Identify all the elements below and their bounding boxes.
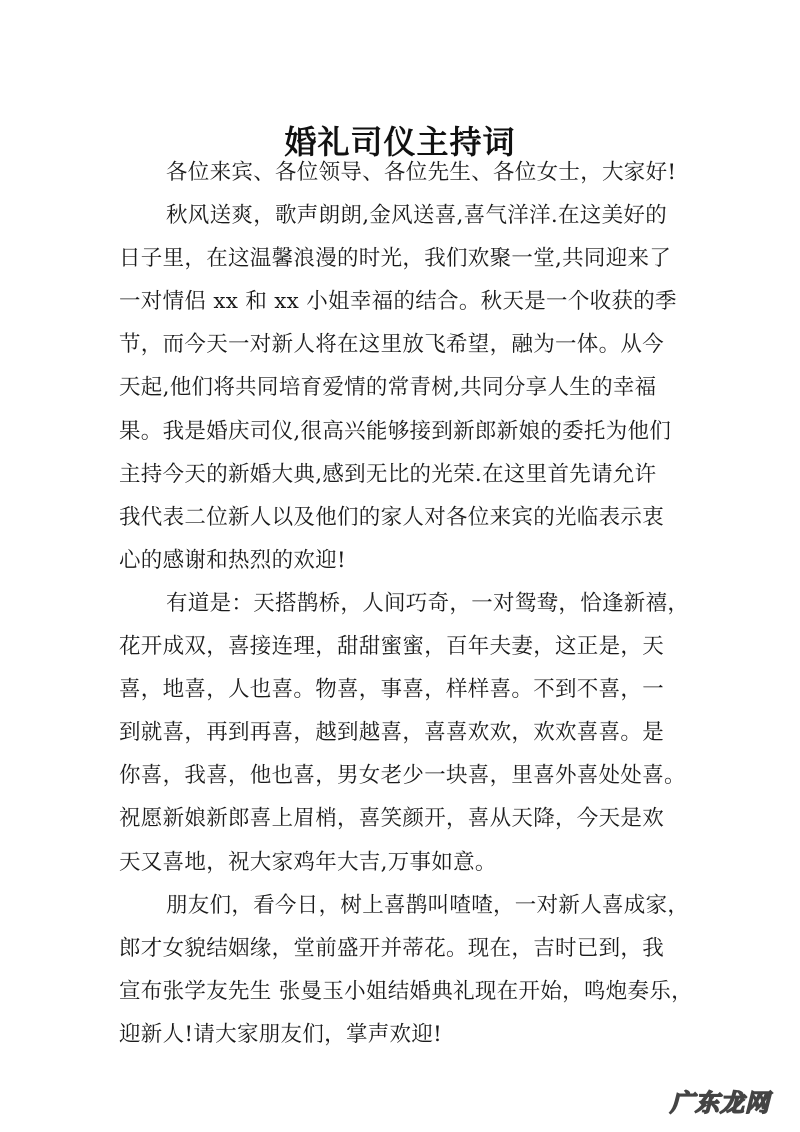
text-line: 日子里，在这温馨浪漫的时光，我们欢聚一堂,共同迎来了 <box>119 246 672 272</box>
text-line: 到就喜，再到再喜，越到越喜，喜喜欢欢，欢欢喜喜。是 <box>119 720 665 746</box>
text-line: 宣布张学友先生 张曼玉小姐结婚典礼现在开始，鸣炮奏乐， <box>119 978 693 1004</box>
text-line: 秋风送爽，歌声朗朗,金风送喜,喜气洋洋.在这美好的 <box>166 203 668 229</box>
text-line: 祝愿新娘新郎喜上眉梢，喜笑颜开，喜从天降，今天是欢 <box>119 806 665 832</box>
text-line: 朋友们，看今日，树上喜鹊叫喳喳，一对新人喜成家， <box>166 892 690 918</box>
watermark-logo: 广东龙网 <box>670 1089 770 1117</box>
text-line: 郎才女貌结姻缘，堂前盛开并蒂花。现在，吉时已到，我 <box>119 935 665 961</box>
document-body <box>119 156 693 1061</box>
page-title: 婚礼司仪主持词 <box>284 123 516 162</box>
text-line: 天又喜地，祝大家鸡年大吉,万事如意。 <box>119 849 497 875</box>
text-line: 花开成双，喜接连理，甜甜蜜蜜，百年夫妻，这正是，天 <box>119 634 665 660</box>
text-line: 我代表二位新人以及他们的家人对各位来宾的光临表示衷 <box>119 504 665 530</box>
text-line: 一对情侣 xx 和 xx 小姐幸福的结合。秋天是一个收获的季 <box>119 289 677 315</box>
text-line: 果。我是婚庆司仪,很高兴能够接到新郎新娘的委托为他们 <box>119 418 672 444</box>
text-line: 节，而今天一对新人将在这里放飞希望，融为一体。从今 <box>119 332 665 358</box>
text-line: 天起,他们将共同培育爱情的常青树,共同分享人生的幸福 <box>119 375 657 401</box>
text-line: 你喜，我喜，他也喜，男女老少一块喜，里喜外喜处处喜。 <box>119 763 686 789</box>
text-line: 各位来宾、各位领导、各位先生、各位女士，大家好! <box>166 160 677 185</box>
text-line: 有道是：天搭鹊桥，人间巧奇，一对鸳鸯，恰逢新禧， <box>166 590 690 616</box>
text-line: 迎新人!请大家朋友们，掌声欢迎! <box>119 1021 443 1047</box>
text-line: 喜，地喜，人也喜。物喜，事喜，样样喜。不到不喜，一 <box>119 677 665 703</box>
text-line: 心的感谢和热烈的欢迎! <box>119 547 346 573</box>
text-line: 主持今天的新婚大典,感到无比的光荣.在这里首先请允许 <box>119 461 657 487</box>
